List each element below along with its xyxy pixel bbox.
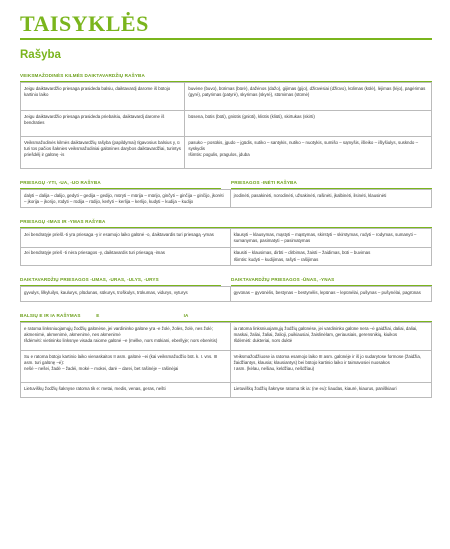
rules-table-e-ia [20, 322, 432, 398]
rules-table-suffixes [20, 189, 432, 208]
rule-cell: ia ratoma linksniuojamųjų žodžių galūnėse, jei vardininko galūne nera –ė gaidžiai, daliai, daliai, maskai, žaliai, žaliai, žalioji, puikiausiai, žaislinėlam, geriausiais, gerensnikių, kiuikos Išdėmėti: dukteriai, nors duktė [230, 323, 431, 351]
rule-cell: Jei bendratyje priešl.-ti yra priesaga -y ir esamojo laiko galūnė -o, daiktavardis turi priesagą -ymas [21, 229, 231, 247]
rules-table-imas-ymas [20, 228, 432, 266]
section-heading-pair [20, 276, 432, 286]
example-cell: gyvulys, lilkyluilys, kaulurys, plūdunas, sūkurys, troškulys, trūkumas, vidurys, vyturys [21, 287, 231, 302]
table-row [21, 111, 432, 137]
table-row [21, 137, 432, 169]
rule-cell: Jeigu daiktavardžio priesaga prasideda priebalsiu, daiktavardį darome iš bendraties [21, 111, 185, 137]
example-cell: gyvūnas – gyvūnėlis, bestynas – bestynėlis, lepūnas – lepūnėlai, pušynas – pušynėlai, pagrūnas [230, 287, 431, 302]
example-cell: pasuko – posūkis, jgudo – įgūdis, sutiko – santykis, nutiko – nuotykis, sumišo – sąmyšis, išleiko – išlyšiulys, suskndo – syskydis Išimtis: pogulis, pragulos, įduba [185, 137, 432, 169]
title-divider [20, 38, 432, 40]
section-heading-yti: PRIESAGŲ -YTI, -UA, -UO RAŠYBA [20, 179, 221, 189]
rule-cell: Jei bendratyje prieš -ti nėra priesagos -y, daiktavardis turi priesagą -imas [21, 247, 231, 265]
rules-page [20, 12, 432, 398]
table-row [21, 383, 432, 398]
page-title: TAISYKLĖS [20, 11, 149, 36]
rule-cell: Veiksmažodžiuose ia ratoma esamojo laiko III asm. galūnėje ir iš jo sudarytose formose (žaidžia, žaidžiantys, klausia; klausiantys) bei būtojo kartinio laiko ir taimavosiei nuosakos I asm. (kėlau, nešiau, keldžiau, nešdžiau) [230, 351, 431, 383]
table-row [21, 287, 432, 302]
rules-table-noun-suffixes [20, 286, 432, 302]
table-row [21, 247, 432, 265]
section-heading-unas: DAIKTAVARDŽIŲ PRIESAGOS -ŪNAS, -YNAS [231, 276, 432, 286]
rule-cell: Jeigu daiktavardžio priesaga prasideda balsiu, daiktavardį darome iš būtojo kartinio laiko [21, 83, 185, 111]
section-heading-umas: DAIKTAVARDŽIŲ PRIESAGOS -UMAS, -URAS, -ULYS, -URYS [20, 276, 221, 286]
example-cell: buvėne (buvo), būrimas (būrė), dažėnos (dažo), gijimas (gijo), džiūvėsiai (džiūvo), kūlimas (kūlė), lėjimas (lėjo), pagėrimas (gyrė), patyrimas (patyrė), skyrimas (skyrė), stūmimas (stūmė) [185, 83, 432, 111]
section-heading-imas-ymas: PRIESAGŲ -IMAS IR -YMAS RAŠYBA [20, 218, 432, 228]
section-heading-verbal-nouns: VEIKSMAŽODINĖS KILMĖS DAIKTAVARDŽIŲ RAŠYBA [20, 72, 432, 82]
table-row [21, 323, 432, 351]
rule-cell: Veiksmažodinės kilmės daiktavardžių rašyba (papildymai) Ilgavosius balsius y, ū turi tos pačios šaknies veiksmažodiniai galūnines darybos daiktavardžiai, turintys priešdėlį ir galūnę -is [21, 137, 185, 169]
example-cell: klausiti – klausimas, dirbti – dirbimas, žaisti – žaidimas, būti – buvimas Išimtis: kudyti – kudijimas, rašyti – rašijimas [230, 247, 431, 265]
rules-table-verbal-nouns [20, 82, 432, 169]
rule-cell: Lietuviškų žodžių šaknyse ratoma tik e: metai, medis, venas, geras, nešti [21, 383, 231, 398]
example-cell: įrodinėti, pasakinėti, norodinėti, užsakinėti, rašinėti, įkalbinėti, ilsinėti, klausinėti [230, 190, 431, 208]
table-row [21, 83, 432, 111]
rule-cell: e ratoma linksniuojamųjų žodžių galūnėse, jei vardininko galūne yra -e žolė, žolės, žolė, nes žolė; akmenimė, akmenimė, akmenimė, nes akmenimė Išdėmėti: vietininko linksnye visada raiome galūnė –e (mėlke, nors mūkiani, eberilyje; nors eberėtis) [21, 323, 231, 351]
table-row [21, 229, 432, 247]
section-heading-pair [20, 179, 432, 189]
section-heading-e-ia: BALSIŲ E IR IA RAŠYMAS E IA [20, 312, 432, 322]
rule-cell: Lietuviškų žodžių šaknyse ratoma tik ia: (ne eu): liaudas, kiaurė, kiaurus, paniškiauri [230, 383, 431, 398]
page-subtitle: Rašyba [20, 49, 61, 61]
rule-cell: Su e ratoma būtojo kartinio laiko vienaskaitos II asm. galūnė –ei (kai veiksmažodžio būt. k. I. vns. III asm. turi galūnę –ė): nešė – nešei, žadė – žadėi, mokė – mokei, darė – darei, bet rašinėje – rašinėjai [21, 351, 231, 383]
section-heading-ineti: PRIESAGOS -INĖTI RAŠYBA [231, 179, 432, 189]
example-cell: būsena, būtis (būti), gniūtis (gniūti), kliūtis (kliūti), skirtukas (skirti) [185, 111, 432, 137]
table-row [21, 190, 432, 208]
example-cell: dalyti – dalija – dalijo, gedyti – gedija – gedijo, mūryti – mūrija – mūrijo, ginčyti – ginčija – ginčijo, jkorėti – įkorija – įkorijo, rūdyti – rūdija – rūdijo, kerlyti – kerlija – kerlijo, kudyti – kudija – kudijo [21, 190, 231, 208]
example-cell: klausyti – klausymas, mąstyti – mąstymas, skirstyti – skirstymas, rodyti – rodymas, sumanyti – sumanymas, pasimatyti – pasimatymas [230, 229, 431, 247]
table-row [21, 351, 432, 383]
